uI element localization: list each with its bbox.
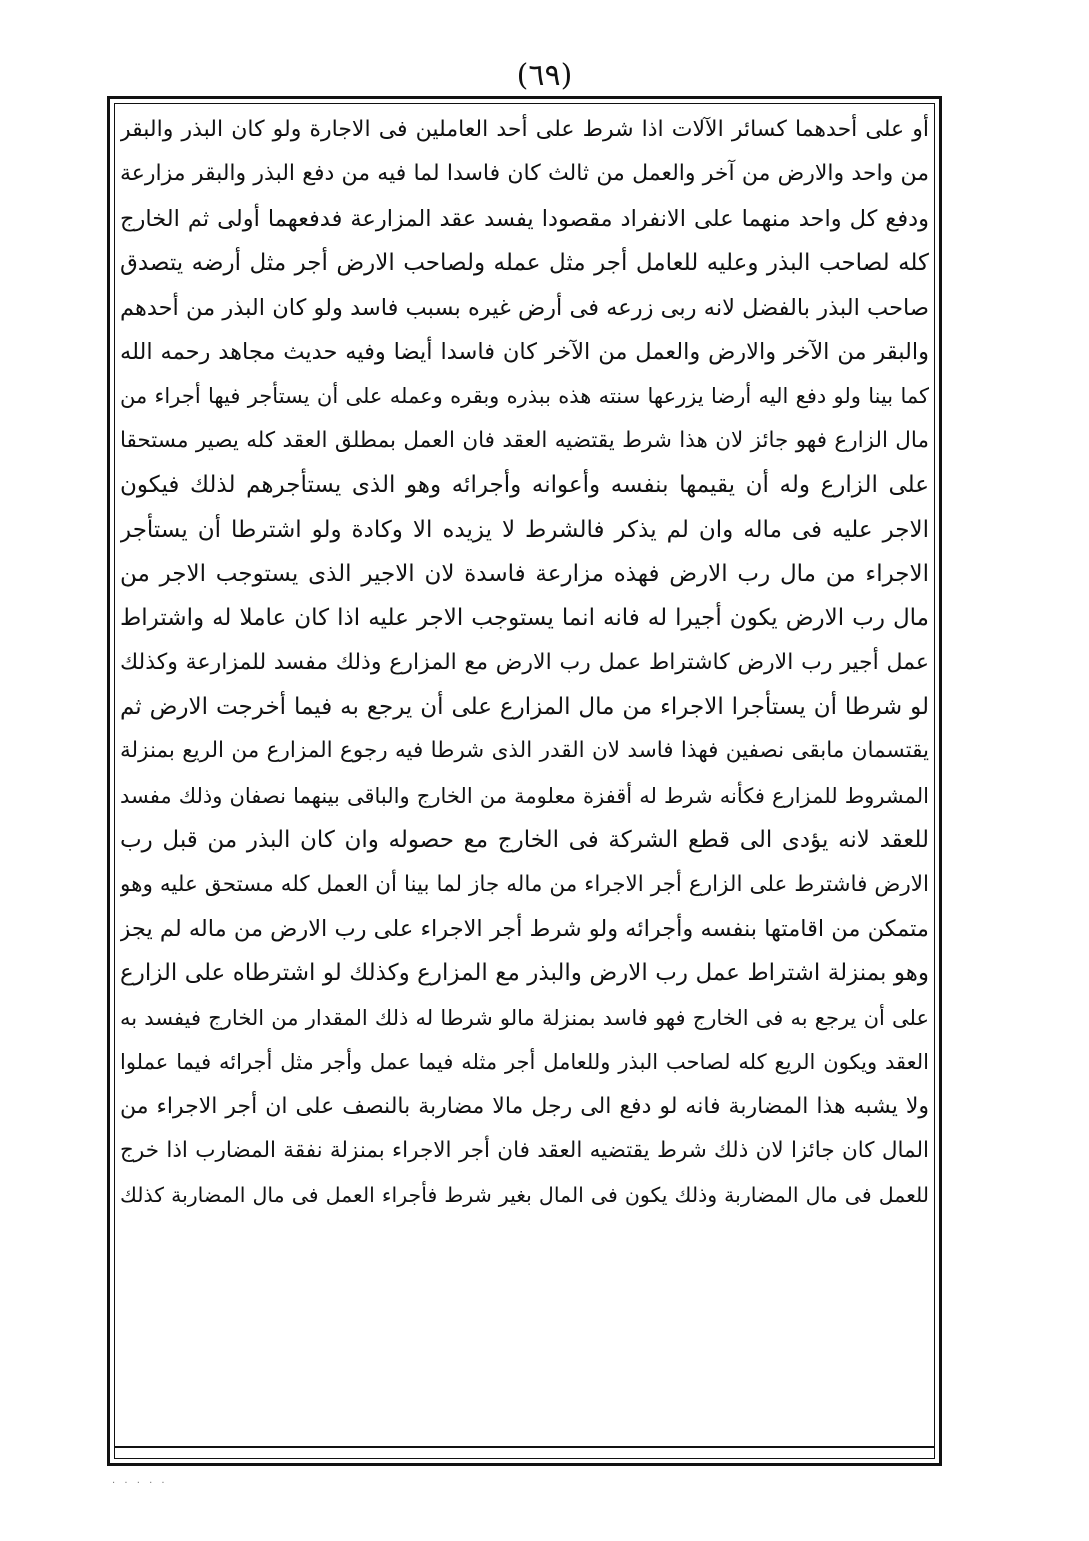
text-line: مال رب الارض يكون أجيرا له فانه انما يستوجب الاجر عليه اذا كان عاملا له واشتراط [120,605,929,632]
text-line: للعمل فى مال المضاربة وذلك يكون فى المال بغير شرط فأجراء العمل فى مال المضاربة كذلك [120,1183,929,1208]
text-line: وهو بمنزلة اشتراط عمل رب الارض والبذر مع المزارع وكذلك لو اشترطاه على الزارع [120,960,929,987]
text-line: أو على أحدهما كسائر الآلات اذا شرط على أحد العاملين فى الاجارة ولو كان البذر والبقر [120,117,929,142]
text-line: على الزارع وله أن يقيمها بنفسه وأعوانه وأجرائه وهو الذى يستأجرهم لذلك فيكون [120,472,929,499]
text-line: ولا يشبه هذا المضاربة فانه لو دفع الى رجل مالا مضاربة بالنصف على ان أجر الاجراء من [120,1093,929,1119]
text-line: للعقد لانه يؤدى الى قطع الشركة فى الخارج مع حصوله وان كان البذر من قبل رب [120,827,929,854]
text-line: كله لصاحب البذر وعليه للعامل أجر مثل عمله ولصاحب الارض أجر مثل أرضه يتصدق [120,250,929,277]
text-line: ودفع كل واحد منهما على الانفراد مقصودا يفسد عقد المزارعة فدفعهما أولى ثم الخارج [120,205,929,232]
text-line: متمكن من اقامتها بنفسه وأجرائه ولو شرط أجر الاجراء على رب الارض من ماله لم يجز [120,916,929,943]
text-line: العقد ويكون الريع كله لصاحب البذر وللعامل أجر مثله فيما عمل وأجر مثل أجرائه فيما عملوا [120,1050,929,1075]
text-line: عمل أجير رب الارض كاشتراط عمل رب الارض مع المزارع وذلك مفسد للمزارعة وكذلك [120,649,929,675]
text-line: والبقر من الآخر والارض والعمل من الآخر كان فاسدا أيضا وفيه حديث مجاهد رحمه الله [120,338,929,365]
frame-bottom-rule [114,1446,935,1448]
text-line: الارض فاشترط على الزارع أجر الاجراء من ماله جاز لما بينا أن العمل كله مستحق عليه وهو [120,871,929,897]
text-line: الاجر عليه فى ماله وان لم يذكر فالشرط لا يزيده الا وكادة ولو اشترطا أن يستأجر [120,516,929,543]
page-number: (٦٩) [516,58,573,93]
text-line: المال كان جائزا لان ذلك شرط يقتضيه العقد فان أجر الاجراء بمنزلة نفقة المضارب اذا خرج [120,1137,929,1163]
text-line: الاجراء من مال رب الارض فهذه مزارعة فاسدة لان الاجير الذى يستوجب الاجر من [120,560,929,587]
text-line: المشروط للمزارع فكأنه شرط له أقفزة معلومة من الخارج والباقى بينهما نصفان وذلك مفسد [120,783,929,808]
text-line: لو شرطا أن يستأجرا الاجراء من مال المزارع على أن يرجع به فيما أخرجت الارض ثم [120,694,929,721]
text-block [120,108,929,1440]
text-line: يقتسمان مابقى نصفين فهذا فاسد لان القدر الذى شرطا فيه رجوع المزارع من الريع بمنزلة [120,738,929,764]
text-line: على أن يرجع به فى الخارج فهو فاسد بمنزلة مالو شرطا له ذلك المقدار من الخارج فيفسد به [120,1005,929,1030]
text-line: مال الزارع فهو جائز لان هذا شرط يقتضيه العقد فان العمل بمطلق العقد كله يصير مستحقا [120,427,929,453]
text-line: من واحد والارض من آخر والعمل من ثالث كان فاسدا لما فيه من دفع البذر والبقر مزارعة [120,161,929,187]
text-line: صاحب البذر بالفضل لانه ربى زرعه فى أرض غيره بسبب فاسد ولو كان البذر من أحدهم [120,294,929,321]
text-line: كما بينا ولو دفع اليه أرضا يزرعها سنته هذه ببذره وبقره وعمله على أن يستأجر فيها أجراء من [120,384,929,409]
footer-marks: · · · · · [112,1478,168,1489]
